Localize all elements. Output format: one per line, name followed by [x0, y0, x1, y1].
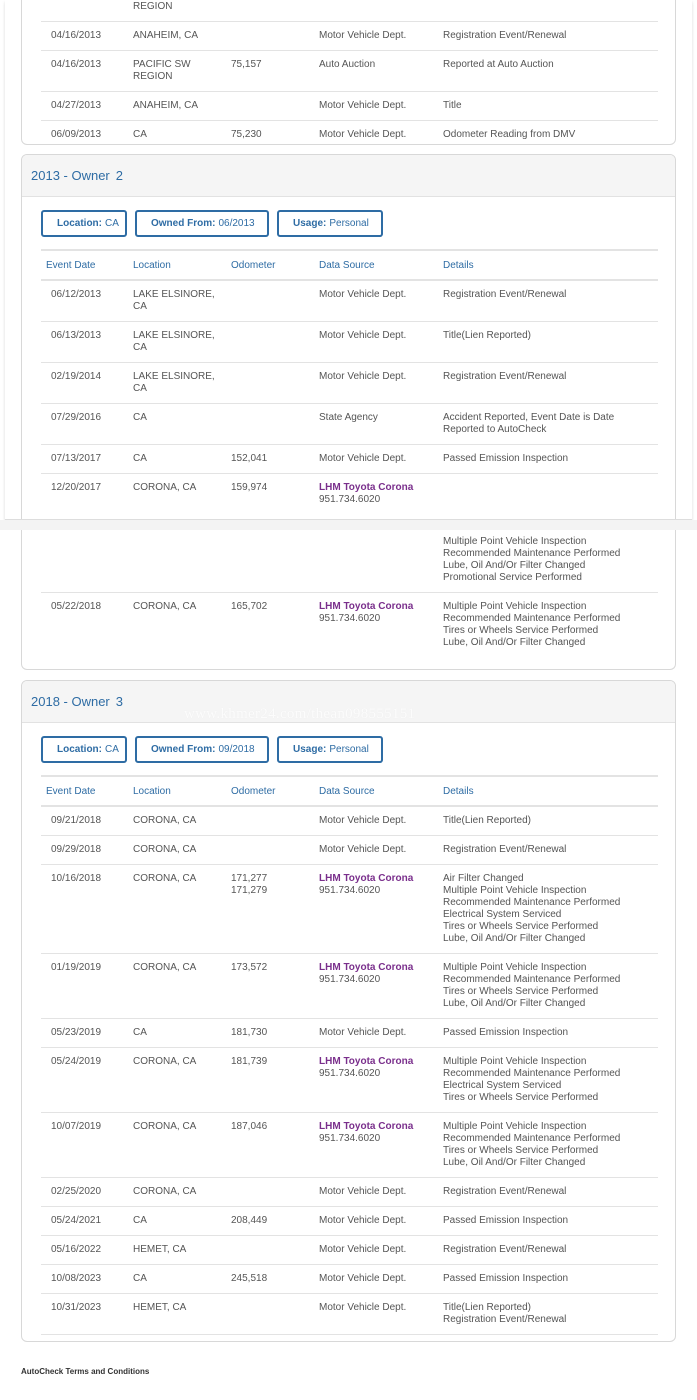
- details: Passed Emission Inspection: [443, 1027, 569, 1038]
- event-date: 05/24/2021: [51, 1215, 102, 1226]
- dealer-name-link[interactable]: LHM Toyota Corona: [319, 482, 414, 493]
- odometer: 75,230: [231, 129, 262, 140]
- details: Multiple Point Vehicle Inspection Recommended Maintenance Performed Electrical System Serviced Tires or Wheels Service Performed: [443, 1056, 621, 1103]
- screenshot-part-1: [5, 0, 692, 520]
- event-date: 06/12/2013: [51, 289, 102, 300]
- table-row: [41, 1178, 658, 1207]
- details: Title(Lien Reported) Registration Event/Renewal: [443, 1302, 567, 1325]
- event-date: 01/19/2019: [51, 962, 102, 973]
- owned-from-label: Owned From:: [151, 217, 216, 229]
- table-row: [41, 121, 658, 145]
- data-source: Motor Vehicle Dept.: [319, 1215, 407, 1226]
- details: Multiple Point Vehicle Inspection Recommended Maintenance Performed Tires or Wheels Service Performed Lube, Oil And/Or Filter Changed: [443, 962, 621, 1009]
- table-row: [41, 1019, 658, 1048]
- table-row: [41, 807, 658, 836]
- empty-cell: [41, 536, 133, 584]
- table-row: [41, 445, 658, 474]
- odometer: 181,739: [231, 1056, 268, 1067]
- empty-cell: [319, 536, 443, 584]
- owned-from-badge[interactable]: [135, 210, 269, 237]
- header-location: Location: [133, 260, 171, 271]
- data-source: [319, 1056, 443, 1104]
- dealer-phone: 951.734.6020: [319, 494, 381, 505]
- data-source: Motor Vehicle Dept.: [319, 844, 407, 855]
- owner-2-title: 2013 - Owner: [31, 168, 110, 183]
- usage-value: Personal: [329, 217, 369, 229]
- odometer: 152,041: [231, 453, 268, 464]
- table-row: [41, 0, 658, 22]
- event-date: 05/24/2019: [51, 1056, 102, 1067]
- odometer: [226, 1244, 319, 1256]
- data-source: [319, 873, 443, 945]
- details: Passed Emission Inspection: [443, 1215, 569, 1226]
- location-badge[interactable]: [41, 210, 127, 237]
- odometer: 208,449: [231, 1215, 268, 1226]
- data-source: Motor Vehicle Dept.: [319, 129, 407, 140]
- odometer: [226, 371, 319, 395]
- owner-2-history-table: [41, 249, 658, 514]
- event-date: 02/19/2014: [51, 371, 102, 382]
- details: Registration Event/Renewal: [443, 1186, 567, 1197]
- event-date: 07/29/2016: [51, 412, 102, 423]
- odometer: 245,518: [231, 1273, 268, 1284]
- location: CORONA, CA: [133, 1186, 197, 1197]
- details: Registration Event/Renewal: [443, 844, 567, 855]
- event-date: [41, 0, 133, 13]
- usage-badge[interactable]: [277, 210, 383, 237]
- dealer-phone: 951.734.6020: [319, 1133, 381, 1144]
- owner-2-card-continued: [21, 530, 676, 670]
- table-row: [41, 51, 658, 92]
- location: CA: [133, 1027, 147, 1038]
- details: Odometer Reading from DMV: [443, 129, 576, 140]
- owner-3-number: 3: [115, 694, 123, 709]
- dealer-phone: 951.734.6020: [319, 885, 381, 896]
- table-row: [41, 1048, 658, 1113]
- owned-from-label: Owned From:: [151, 743, 216, 755]
- location: REGION: [133, 1, 173, 12]
- dealer-name-link[interactable]: LHM Toyota Corona: [319, 601, 414, 612]
- location: HEMET, CA: [133, 1244, 187, 1255]
- event-date: 06/13/2013: [51, 330, 102, 341]
- location: LAKE ELSINORE, CA: [133, 289, 215, 312]
- event-date: 05/23/2019: [51, 1027, 102, 1038]
- odometer: [226, 330, 319, 354]
- dealer-name-link[interactable]: LHM Toyota Corona: [319, 1121, 414, 1132]
- details: Multiple Point Vehicle Inspection Recommended Maintenance Performed Lube, Oil And/Or Filter Changed Promotional Service Performed: [443, 536, 621, 583]
- location-badge[interactable]: [41, 736, 127, 763]
- data-source: Motor Vehicle Dept.: [319, 1186, 407, 1197]
- details: [443, 0, 658, 13]
- event-date: 10/16/2018: [51, 873, 102, 884]
- table-row: [41, 593, 658, 657]
- owner-1-history-table: [41, 0, 658, 145]
- dealer-phone: 951.734.6020: [319, 974, 381, 985]
- odometer: [226, 30, 319, 42]
- details: Title: [443, 100, 462, 111]
- location: CA: [133, 1215, 147, 1226]
- location-label: Location:: [57, 217, 102, 229]
- location: LAKE ELSINORE, CA: [133, 371, 215, 394]
- data-source: Motor Vehicle Dept.: [319, 30, 407, 41]
- owned-from-value: 06/2013: [218, 217, 255, 229]
- table-row: [41, 404, 658, 445]
- owner-2-number: 2: [115, 168, 123, 183]
- owner-3-title: 2018 - Owner: [31, 694, 110, 709]
- details: Air Filter Changed Multiple Point Vehicle Inspection Recommended Maintenance Performed Electrical System Serviced Tires or Wheels Service Performed Lube, Oil And/Or Filter Changed: [443, 873, 621, 944]
- data-source: Motor Vehicle Dept.: [319, 100, 407, 111]
- table-row: [41, 1265, 658, 1294]
- details: Title(Lien Reported): [443, 815, 532, 826]
- event-date: 09/21/2018: [51, 815, 102, 826]
- header-odometer: Odometer: [231, 260, 276, 271]
- details: Registration Event/Renewal: [443, 289, 567, 300]
- details: Multiple Point Vehicle Inspection Recommended Maintenance Performed Tires or Wheels Service Performed Lube, Oil And/Or Filter Changed: [443, 601, 621, 648]
- odometer: [226, 1186, 319, 1198]
- header-data-source: Data Source: [319, 260, 375, 271]
- table-row: [41, 1294, 658, 1335]
- event-date: 05/22/2018: [51, 601, 102, 612]
- details: Passed Emission Inspection: [443, 1273, 569, 1284]
- odometer: 173,572: [231, 962, 268, 973]
- table-row: [41, 474, 658, 514]
- dealer-phone: 951.734.6020: [319, 1068, 381, 1079]
- location: PACIFIC SW REGION: [133, 59, 191, 82]
- location: CORONA, CA: [133, 815, 197, 826]
- data-source: Motor Vehicle Dept.: [319, 330, 407, 341]
- location: CA: [133, 412, 147, 423]
- data-source: [319, 962, 443, 1010]
- table-row: [41, 1207, 658, 1236]
- event-date: 10/07/2019: [51, 1121, 102, 1132]
- header-location: Location: [133, 786, 171, 797]
- details: Registration Event/Renewal: [443, 30, 567, 41]
- data-source: Motor Vehicle Dept.: [319, 1273, 407, 1284]
- event-date: 04/16/2013: [51, 59, 102, 70]
- data-source: [319, 1121, 443, 1169]
- location: CORONA, CA: [133, 1121, 197, 1132]
- usage-value: Personal: [329, 743, 369, 755]
- table-row: [41, 954, 658, 1019]
- table-row: [41, 836, 658, 865]
- table-row-continued: [41, 530, 658, 593]
- location: CORONA, CA: [133, 601, 197, 612]
- data-source: [319, 482, 443, 506]
- location-value: CA: [105, 217, 119, 229]
- table-row: [41, 865, 658, 954]
- owner-2-badges: [22, 197, 675, 249]
- usage-badge[interactable]: [277, 736, 383, 763]
- location-label: Location:: [57, 743, 102, 755]
- location: CORONA, CA: [133, 482, 197, 493]
- location: CA: [133, 1273, 147, 1284]
- owner-2-card: [21, 154, 676, 520]
- odometer: 159,974: [231, 482, 268, 493]
- event-date: 02/25/2020: [51, 1186, 102, 1197]
- event-date: 10/31/2023: [51, 1302, 102, 1313]
- table-row: [41, 322, 658, 363]
- event-date: 06/09/2013: [51, 129, 102, 140]
- data-source: [319, 0, 443, 13]
- table-row: [41, 1236, 658, 1265]
- event-date: 12/20/2017: [51, 482, 102, 493]
- data-source: Motor Vehicle Dept.: [319, 1244, 407, 1255]
- owner-2-history-table-continued: [41, 530, 658, 657]
- table-row: [41, 22, 658, 51]
- event-date: 10/08/2023: [51, 1273, 102, 1284]
- data-source: Motor Vehicle Dept.: [319, 815, 407, 826]
- table-row: [41, 1335, 658, 1342]
- dealer-name-link[interactable]: LHM Toyota Corona: [319, 873, 414, 884]
- details: Multiple Point Vehicle Inspection Recommended Maintenance Performed Tires or Wheels Service Performed Lube, Oil And/Or Filter Changed: [443, 1121, 621, 1168]
- data-source: Motor Vehicle Dept.: [319, 289, 407, 300]
- location: CA: [133, 453, 147, 464]
- table-header-row: [41, 775, 658, 807]
- location: CORONA, CA: [133, 962, 197, 973]
- details: Registration Event/Renewal: [443, 1244, 567, 1255]
- odometer: 165,702: [231, 601, 268, 612]
- table-row: [41, 92, 658, 121]
- screenshot-part-2: [5, 530, 692, 1400]
- empty-cell: [133, 536, 226, 584]
- usage-label: Usage:: [293, 217, 327, 229]
- header-data-source: Data Source: [319, 786, 375, 797]
- empty-cell: [226, 536, 319, 584]
- owner-1-card-fragment: [21, 0, 676, 145]
- odometer: 171,277 171,279: [231, 873, 268, 896]
- data-source: Motor Vehicle Dept.: [319, 371, 407, 382]
- odometer: [226, 0, 319, 13]
- owned-from-badge[interactable]: [135, 736, 269, 763]
- header-event-date: Event Date: [46, 786, 96, 797]
- location: CORONA, CA: [133, 844, 197, 855]
- dealer-name-link[interactable]: LHM Toyota Corona: [319, 1056, 414, 1067]
- location: ANAHEIM, CA: [133, 100, 199, 111]
- odometer: [226, 289, 319, 313]
- watermark-text: www.khmer24.com/thean098555151: [184, 706, 416, 722]
- data-source: [319, 601, 443, 649]
- owner-3-history-table: [41, 775, 658, 1342]
- data-source: Motor Vehicle Dept.: [319, 1302, 407, 1313]
- odometer: 75,157: [231, 59, 262, 70]
- data-source: Motor Vehicle Dept.: [319, 1027, 407, 1038]
- terms-and-conditions-link[interactable]: AutoCheck Terms and Conditions: [21, 1367, 150, 1376]
- odometer: [226, 844, 319, 856]
- details: Title(Lien Reported): [443, 330, 532, 341]
- details: [443, 482, 658, 506]
- details: Accident Reported, Event Date is Date Reported to AutoCheck: [443, 412, 615, 435]
- event-date: 09/29/2018: [51, 844, 102, 855]
- table-row: [41, 1113, 658, 1178]
- location-value: CA: [105, 743, 119, 755]
- event-date: 04/27/2013: [51, 100, 102, 111]
- location: LAKE ELSINORE, CA: [133, 330, 215, 353]
- dealer-name-link[interactable]: LHM Toyota Corona: [319, 962, 414, 973]
- location: HEMET, CA: [133, 1302, 187, 1313]
- odometer: [226, 100, 319, 112]
- location: CA: [133, 129, 147, 140]
- details: Registration Event/Renewal: [443, 371, 567, 382]
- data-source: State Agency: [319, 412, 378, 423]
- odometer: [226, 412, 319, 436]
- data-source: Motor Vehicle Dept.: [319, 453, 407, 464]
- location: CORONA, CA: [133, 873, 197, 884]
- owner-3-badges: [22, 723, 675, 775]
- data-source: Auto Auction: [319, 59, 376, 70]
- location: CORONA, CA: [133, 1056, 197, 1067]
- table-row: [41, 281, 658, 322]
- owner-3-card: [21, 680, 676, 1342]
- table-header-row: [41, 249, 658, 281]
- owned-from-value: 09/2018: [218, 743, 255, 755]
- header-details: Details: [443, 786, 474, 797]
- details: Reported at Auto Auction: [443, 59, 554, 70]
- location: ANAHEIM, CA: [133, 30, 199, 41]
- odometer: [226, 815, 319, 827]
- event-date: 07/13/2017: [51, 453, 102, 464]
- header-details: Details: [443, 260, 474, 271]
- table-row: [41, 363, 658, 404]
- odometer: 181,730: [231, 1027, 268, 1038]
- owner-2-header: [22, 155, 675, 197]
- event-date: 05/16/2022: [51, 1244, 102, 1255]
- header-event-date: Event Date: [46, 260, 96, 271]
- odometer: [226, 1302, 319, 1326]
- odometer: 187,046: [231, 1121, 268, 1132]
- header-odometer: Odometer: [231, 786, 276, 797]
- details: Passed Emission Inspection: [443, 453, 569, 464]
- usage-label: Usage:: [293, 743, 327, 755]
- screenshot-separator: [0, 520, 697, 530]
- dealer-phone: 951.734.6020: [319, 613, 381, 624]
- event-date: 04/16/2013: [51, 30, 102, 41]
